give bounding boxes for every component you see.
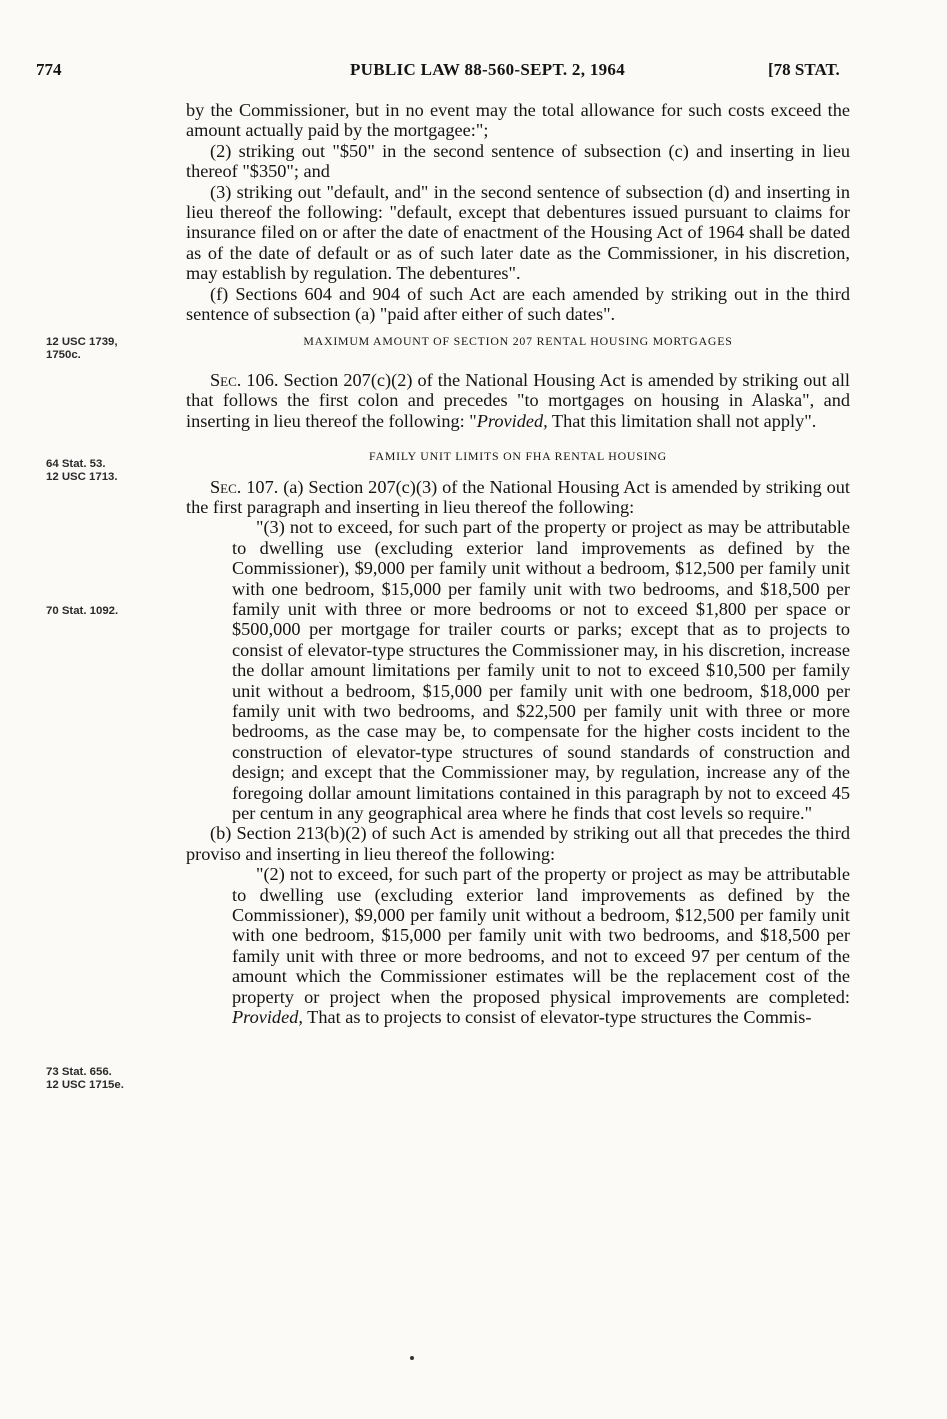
margin-citation: 64 Stat. 53. 12 USC 1713. bbox=[46, 458, 118, 483]
margin-citation: 70 Stat. 1092. bbox=[46, 605, 119, 617]
running-title: PUBLIC LAW 88-560-SEPT. 2, 1964 bbox=[350, 60, 626, 79]
paragraph: (3) striking out "default, and" in the second sentence of subsection (d) and inserting in lieu thereof the following: "default, except that debentures issued pursuant to claims for insurance filed on or after the date of enactment of the Housing Act of 1964 shall be dated as of the date of default or as of such later date as the Commissioner, in his discretion, may establish by regulation. The debentures". bbox=[186, 181, 850, 284]
section-label: Sec. bbox=[210, 369, 242, 390]
section-heading: FAMILY UNIT LIMITS ON FHA RENTAL HOUSING bbox=[369, 449, 667, 464]
proviso-term: Provided, bbox=[476, 410, 548, 431]
page-header bbox=[0, 60, 947, 90]
section-106-paragraph: Sec. 106. Section 207(c)(2) of the National Housing Act is amended by striking out all that follows the first colon and precedes "to mortgages on housing in Alaska", and inserting in lieu thereof the following: "Provided, That this limitation shall not apply". bbox=[186, 369, 850, 431]
section-label: Sec. bbox=[210, 476, 242, 497]
margin-citation: 73 Stat. 656. 12 USC 1715e. bbox=[46, 1066, 124, 1091]
statute-text bbox=[186, 100, 850, 1027]
page-mark bbox=[410, 1356, 414, 1360]
proviso-term: Provided, bbox=[232, 1007, 303, 1028]
page-number: 774 bbox=[36, 60, 62, 79]
paragraph: (f) Sections 604 and 904 of such Act are each amended by striking out in the third sentence of subsection (a) "paid after either of such dates". bbox=[186, 283, 850, 325]
quoted-amendment: "(3) not to exceed, for such part of the property or project as may be attributable to dwelling use (excluding exterior land improvements as defined by the Commissioner), $9,000 per family unit without a bedroom, $12,500 per family unit with one bedroom, $15,000 per family unit with two bedrooms, and $18,500 per family unit with three or more bedrooms or not to exceed $1,800 per space or $500,000 per mortgage for trailer courts or parks; except that as to projects to consist of elevator-type structures the Commissioner may, in his discretion, increase the dollar amount limitations per family unit to not to exceed $10,500 per family unit without a bedroom, $15,000 per family unit with one bedroom, $18,000 per family unit with two bedrooms, and $22,500 per family unit with three or more bedrooms, as the case may be, to compensate for the higher costs incident to the construction of elevator-type structures of sound standards of construction and design; and except that the Commissioner may, by regulation, increase any of the foregoing dollar amount limitations contained in this paragraph by not to exceed 45 per centum in any geographical area where he finds that cost levels so require." bbox=[232, 517, 850, 823]
paragraph: by the Commissioner, but in no event may the total allowance for such costs exceed the amount actually paid by the mortgagee:"; bbox=[186, 100, 850, 141]
quoted-amendment: "(2) not to exceed, for such part of the property or project as may be attributable to dwelling use (excluding exterior land improvements as defined by the Commissioner), $9,000 per family unit without a bedroom, $12,500 per family unit with one bedroom, $15,000 per family unit with two bedrooms, and $18,500 per family unit with three or more bedrooms, and not to exceed 97 per centum of the amount which the Commissioner estimates will be the replacement cost of the property or project when the proposed physical improvements are completed: Provided, That as to projects to consist of elevator-type structures the Commis- bbox=[232, 864, 850, 1028]
paragraph: (b) Section 213(b)(2) of such Act is amended by striking out all that precedes the third proviso and inserting in lieu thereof the following: bbox=[186, 823, 850, 864]
section-107-paragraph: Sec. 107. (a) Section 207(c)(3) of the National Housing Act is amended by striking out the first paragraph and inserting in lieu thereof the following: bbox=[186, 476, 850, 517]
paragraph: (2) striking out "$50" in the second sentence of subsection (c) and inserting in lieu thereof "$350"; and bbox=[186, 140, 850, 182]
volume-reference: [78 STAT. bbox=[768, 60, 840, 79]
margin-citation: 12 USC 1739, 1750c. bbox=[46, 336, 118, 361]
section-heading: MAXIMUM AMOUNT OF SECTION 207 RENTAL HOUSING MORTGAGES bbox=[303, 334, 733, 349]
